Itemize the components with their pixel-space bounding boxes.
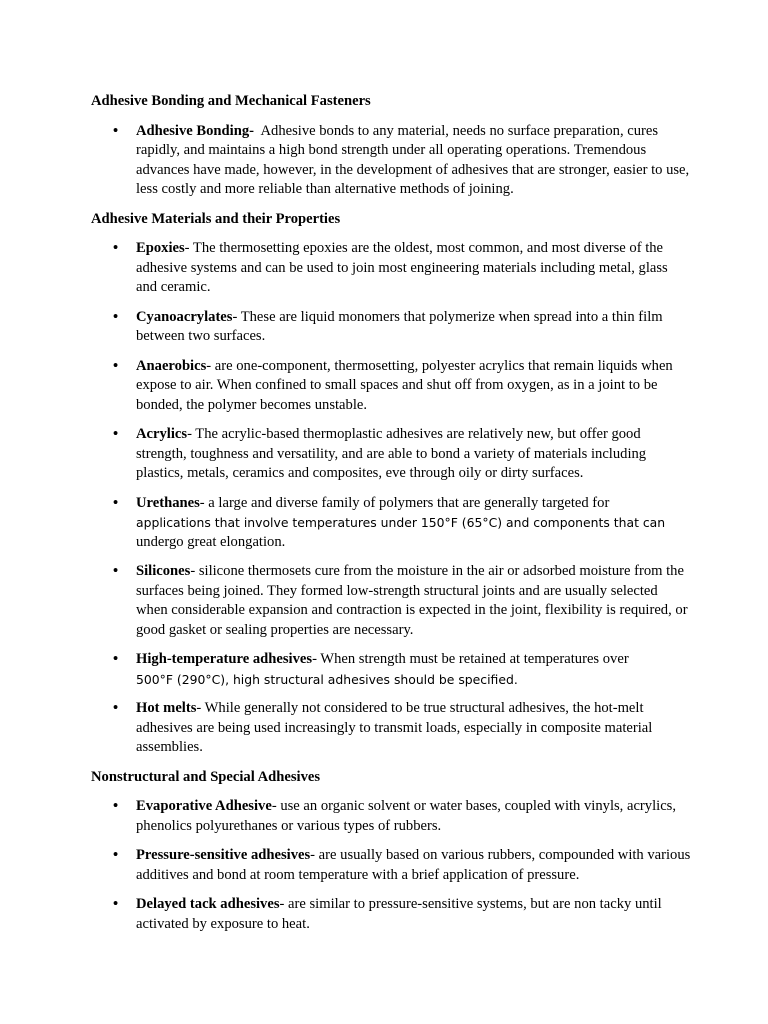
list-item-pressure-sensitive-adhesives <box>91 846 691 885</box>
section-heading-adhesive-materials: Adhesive Materials and their Properties <box>91 210 341 227</box>
list-item-acrylics <box>91 425 691 484</box>
list-item-anaerobics <box>91 357 691 416</box>
item-term: Pressure-sensitive adhesives <box>136 847 311 863</box>
document-page <box>91 92 691 944</box>
list-item-evaporative-adhesive <box>91 797 691 836</box>
list-item-cyanoacrylates <box>91 308 691 347</box>
bullet: • <box>113 651 119 667</box>
item-text: - These are liquid monomers that polymerize when spread into a thin film between two surfaces. <box>136 308 663 344</box>
bullet: • <box>113 798 119 814</box>
bullet: • <box>113 122 119 139</box>
item-text: - are similar to pressure-sensitive systems, but are non tacky until activated by exposure to heat. <box>136 896 662 932</box>
list-item-hot-melts <box>91 699 691 758</box>
item-text: - silicone thermosets cure from the moisture in the air or adsorbed moisture from the surfaces being joined. They formed low-strength structural joints and are usually selected when considerable expansion and contraction is expected in the joint, flexibility is required, or good gasket or sealing properties are necessary. <box>136 563 688 638</box>
item-term: Epoxies <box>136 240 185 256</box>
bullet: • <box>113 700 119 716</box>
section-list-adhesive-bonding <box>91 122 691 200</box>
item-term: Adhesive Bonding- <box>136 122 254 139</box>
item-text: - use an organic solvent or water bases, coupled with vinyls, acrylics, phenolics polyurethanes or various types of rubbers. <box>136 798 677 834</box>
item-term: Delayed tack adhesives <box>136 896 280 912</box>
list-item-adhesive-bonding <box>91 122 691 200</box>
item-text-sans: applications that involve temperatures under 150°F (65°C) and components that can <box>136 515 666 530</box>
section-list-adhesive-materials <box>91 239 691 758</box>
item-text: - a large and diverse family of polymers that are generally targeted for <box>199 494 610 511</box>
section-list-nonstructural <box>91 797 691 934</box>
item-term: Cyanoacrylates <box>136 308 233 325</box>
item-term: Anaerobics <box>136 357 207 374</box>
bullet: • <box>113 847 119 863</box>
item-text: - While generally not considered to be true structural adhesives, the hot-melt adhesives are being used increasingly to transmit loads, especially in composite material assemblies. <box>136 700 653 755</box>
item-term: Urethanes <box>136 494 200 511</box>
item-term: High-temperature adhesives <box>136 651 313 667</box>
item-line <box>136 494 691 514</box>
item-term: Evaporative Adhesive <box>136 798 272 814</box>
item-text: - The acrylic-based thermoplastic adhesives are relatively new, but offer good strength, toughness and versatility, and are able to bond a variety of materials including plastics, metals, ceramics and composites, eve through oily or dirty surfaces. <box>136 426 647 481</box>
list-item-urethanes <box>91 494 691 553</box>
list-item-delayed-tack-adhesives <box>91 895 691 934</box>
item-term: Silicones <box>136 563 191 579</box>
item-text: - When strength must be retained at temperatures over <box>312 651 629 667</box>
item-text: Adhesive bonds to any material, needs no surface preparation, cures rapidly, and maintains a high bond strength under all operating operations. Tremendous advances have made, however, in the development of adhesives that are stronger, easier to use, less costly and more reliable than alternative methods of joining. <box>136 122 693 197</box>
list-item-silicones <box>91 562 691 640</box>
bullet: • <box>113 426 119 442</box>
bullet: • <box>113 240 119 256</box>
bullet: • <box>113 357 119 374</box>
section-heading-adhesive-bonding: Adhesive Bonding and Mechanical Fasteners <box>91 93 371 109</box>
bullet: • <box>113 563 119 579</box>
item-text: - The thermosetting epoxies are the oldest, most common, and most diverse of the adhesive systems and can be used to join most engineering materials including metal, glass and ceramic. <box>136 240 668 295</box>
item-text: - are usually based on various rubbers, compounded with various additives and bond at room temperature with a brief application of pressure. <box>136 847 691 883</box>
bullet: • <box>113 494 119 511</box>
item-text-tail: undergo great elongation. <box>136 533 286 550</box>
section-heading-nonstructural: Nonstructural and Special Adhesives <box>91 768 321 785</box>
list-item-epoxies <box>91 239 691 298</box>
item-term: Acrylics <box>136 426 188 442</box>
list-item-high-temperature-adhesives <box>91 650 691 689</box>
item-text-sans: 500°F (290°C), high structural adhesives should be specified. <box>136 671 518 687</box>
bullet: • <box>113 308 119 325</box>
bullet: • <box>113 896 119 912</box>
item-text: - are one-component, thermosetting, polyester acrylics that remain liquids when expose to air. When confined to small spaces and shut off from oxygen, as in a joint to be bonded, the polymer becomes unstable. <box>136 357 673 413</box>
item-line <box>136 650 691 670</box>
item-term: Hot melts <box>136 700 197 716</box>
